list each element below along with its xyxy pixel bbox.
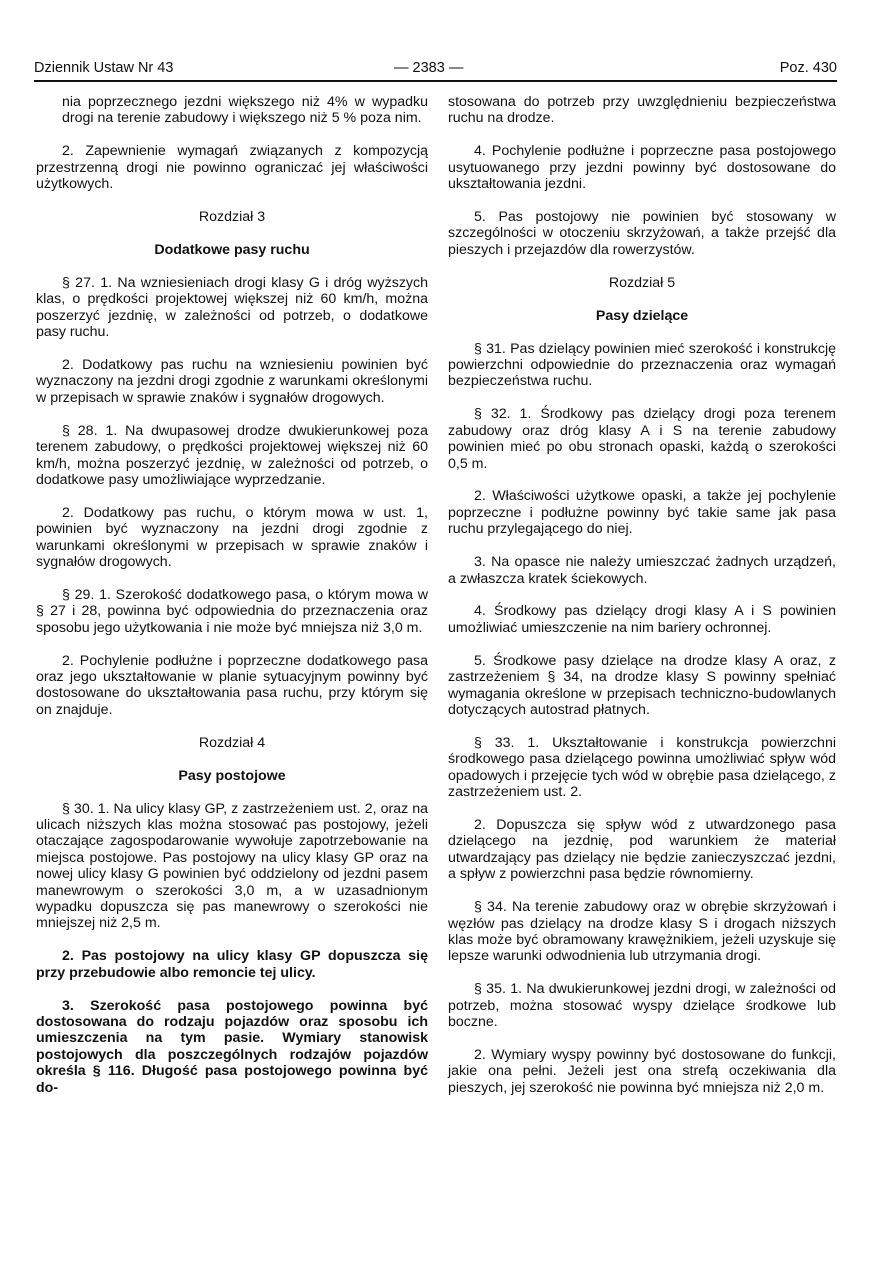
section-30-3: 3. Szerokość pasa postojowego powinna być dostosowana do rodzaju pojazdów oraz sposobu ich umieszczenia na tym pasie. Wymiary stanowisk postojowych dla poszczególnych rodzajów pojazdów określa § 116. Długość pasa postojowego powinna być do- [36, 997, 428, 1096]
section-35-1: § 35. 1. Na dwukierunkowej jezdni drogi, w zależności od potrzeb, można stosować wyspy dzielące środkowe lub boczne. [448, 981, 836, 1031]
section-30-1: § 30. 1. Na ulicy klasy GP, z zastrzeżeniem ust. 2, oraz na ulicach niższych klas można stosować pas postojowy, jeżeli otaczające zagospodarowanie wywołuje zapotrzebowanie na miejsca postojowe. Pas postojowy na ulicy klasy GP oraz na nowej ulicy klasy G powinien być oddzielony od jezdni pasem manewrowym o szerokości 3,0 m, a w uzasadnionym wypadku dopuszcza się pas manewrowy o szerokości nie mniejszej niż 2,5 m. [36, 800, 428, 932]
section-32-3: 3. Na opasce nie należy umieszczać żadnych urządzeń, a zwłaszcza kratek ściekowych. [448, 554, 836, 587]
chapter-subtitle: Dodatkowe pasy ruchu [154, 241, 310, 258]
section-32-1: § 32. 1. Środkowy pas dzielący drogi poza terenem zabudowy oraz dróg klasy A i S na terenie zabudowy powinien mieć po obu stronach opaski, każdą o szerokości 0,5 m. [448, 406, 836, 472]
section-27-2: 2. Dodatkowy pas ruchu na wzniesieniu powinien być wyznaczony na jezdni drogi zgodnie z warunkami określonymi w przepisach w sprawie znaków i sygnałów drogowych. [36, 356, 428, 406]
section-30-4: 4. Pochylenie podłużne i poprzeczne pasa postojowego usytuowanego przy jezdni powinny być dostosowane do ukształtowania jezdni. [448, 143, 836, 193]
section-30-2: 2. Pas postojowy na ulicy klasy GP dopuszcza się przy przebudowie albo remoncie tej ulicy. [36, 948, 428, 981]
right-column [448, 94, 836, 1113]
chapter-title: Rozdział 3 [198, 209, 266, 226]
left-column [36, 94, 428, 1113]
section-27-1: § 27. 1. Na wzniesieniach drogi klasy G i dróg wyższych klas, o prędkości projektowej większej niż 60 km/h, można poszerzyć jezdnię, w zależności od potrzeb, o dodatkowe pasy ruchu. [36, 274, 428, 341]
section-29-1: § 29. 1. Szerokość dodatkowego pasa, o którym mowa w § 27 i 28, powinna być odpowiednia do przeznaczenia oraz sposobu jego użytkowania i nie może być mniejsza niż 3,0 m. [36, 586, 428, 636]
section-31: § 31. Pas dzielący powinien mieć szerokość i konstrukcję powierzchni odpowiednie do przeznaczenia oraz wymagań bezpieczeństwa ruchu. [448, 340, 836, 390]
paragraph: 2. Zapewnienie wymagań związanych z kompozycją przestrzenną drogi nie powinno ograniczać jej właściwości użytkowych. [36, 143, 428, 193]
section-30-5: 5. Pas postojowy nie powinien być stosowany w szczególności w otoczeniu skrzyżowań, a także przejść dla pieszych i przejazdów dla rowerzystów. [448, 209, 836, 258]
paragraph-continuation: nia poprzecznego jezdni większego niż 4% w wypadku drogi na terenie zabudowy i większego niż 5 % poza nim. [62, 94, 428, 127]
chapter-subtitle: Pasy postojowe [178, 767, 286, 784]
page-number: — 2383 — [394, 60, 464, 76]
page-header [34, 58, 837, 82]
section-33-2: 2. Dopuszcza się spływ wód z utwardzonego pasa dzielącego na jezdnię, pod warunkiem że materiał utwardzający pas dzielący nie będzie zanieczyszczać jezdni, a spływ z powierzchni pasa będzie równomierny. [448, 817, 836, 883]
section-32-4: 4. Środkowy pas dzielący drogi klasy A i S powinien umożliwiać umieszczenie na nim bariery ochronnej. [448, 603, 836, 636]
section-29-2: 2. Pochylenie podłużne i poprzeczne dodatkowego pasa oraz jego ukształtowanie w planie sytuacyjnym powinny być dostosowane do ukształtowania pasa ruchu, przy którym się on znajduje. [36, 652, 428, 718]
publication-title: Dziennik Ustaw Nr 43 [34, 60, 174, 76]
section-32-5: 5. Środkowe pasy dzielące na drodze klasy A oraz, z zastrzeżeniem § 34, na drodze klasy S powinny spełniać wymagania określone w przepisach techniczno-budowlanych dotyczących autostrad płatnych. [448, 652, 836, 718]
section-28-1: § 28. 1. Na dwupasowej drodze dwukierunkowej poza terenem zabudowy, o prędkości projektowej większej niż 60 km/h, można poszerzyć jezdnię, w zależności od potrzeb, o dodatkowe pasy umożliwiające wyprzedzanie. [36, 422, 428, 488]
section-28-2: 2. Dodatkowy pas ruchu, o którym mowa w ust. 1, powinien być wyznaczony na jezdni drogi zgodnie z warunkami określonymi w przepisach w sprawie znaków i sygnałów drogowych. [36, 504, 428, 571]
section-32-2: 2. Właściwości użytkowe opaski, a także jej pochylenie poprzeczne i podłużne powinny być takie same jak pasa ruchu przylegającego do niej. [448, 488, 836, 538]
paragraph-continuation: stosowana do potrzeb przy uwzględnieniu bezpieczeństwa ruchu na drodze. [448, 94, 836, 127]
chapter-title: Rozdział 5 [608, 274, 676, 291]
section-34: § 34. Na terenie zabudowy oraz w obrębie skrzyżowań i węzłów pas dzielący na drodze klasy S i drogach niższych klas może być obramowany krawężnikiem, jeżeli uzyskuje się lepsze warunki odwodnienia lub utrzymania drogi. [448, 899, 836, 965]
chapter-title: Rozdział 4 [198, 734, 266, 751]
section-33-1: § 33. 1. Ukształtowanie i konstrukcja powierzchni środkowego pasa dzielącego powinna umożliwiać spływ wód opadowych i przejęcie tych wód w obrębie pasa dzielącego, z zastrzeżeniem ust. 2. [448, 734, 836, 801]
section-35-2: 2. Wymiary wyspy powinny być dostosowane do funkcji, jakie ona pełni. Jeżeli jest ona strefą oczekiwania dla pieszych, jej szerokość nie powinna być mniejsza niż 2,0 m. [448, 1046, 836, 1096]
chapter-subtitle: Pasy dzielące [595, 307, 689, 324]
position-number: Poz. 430 [779, 60, 837, 76]
